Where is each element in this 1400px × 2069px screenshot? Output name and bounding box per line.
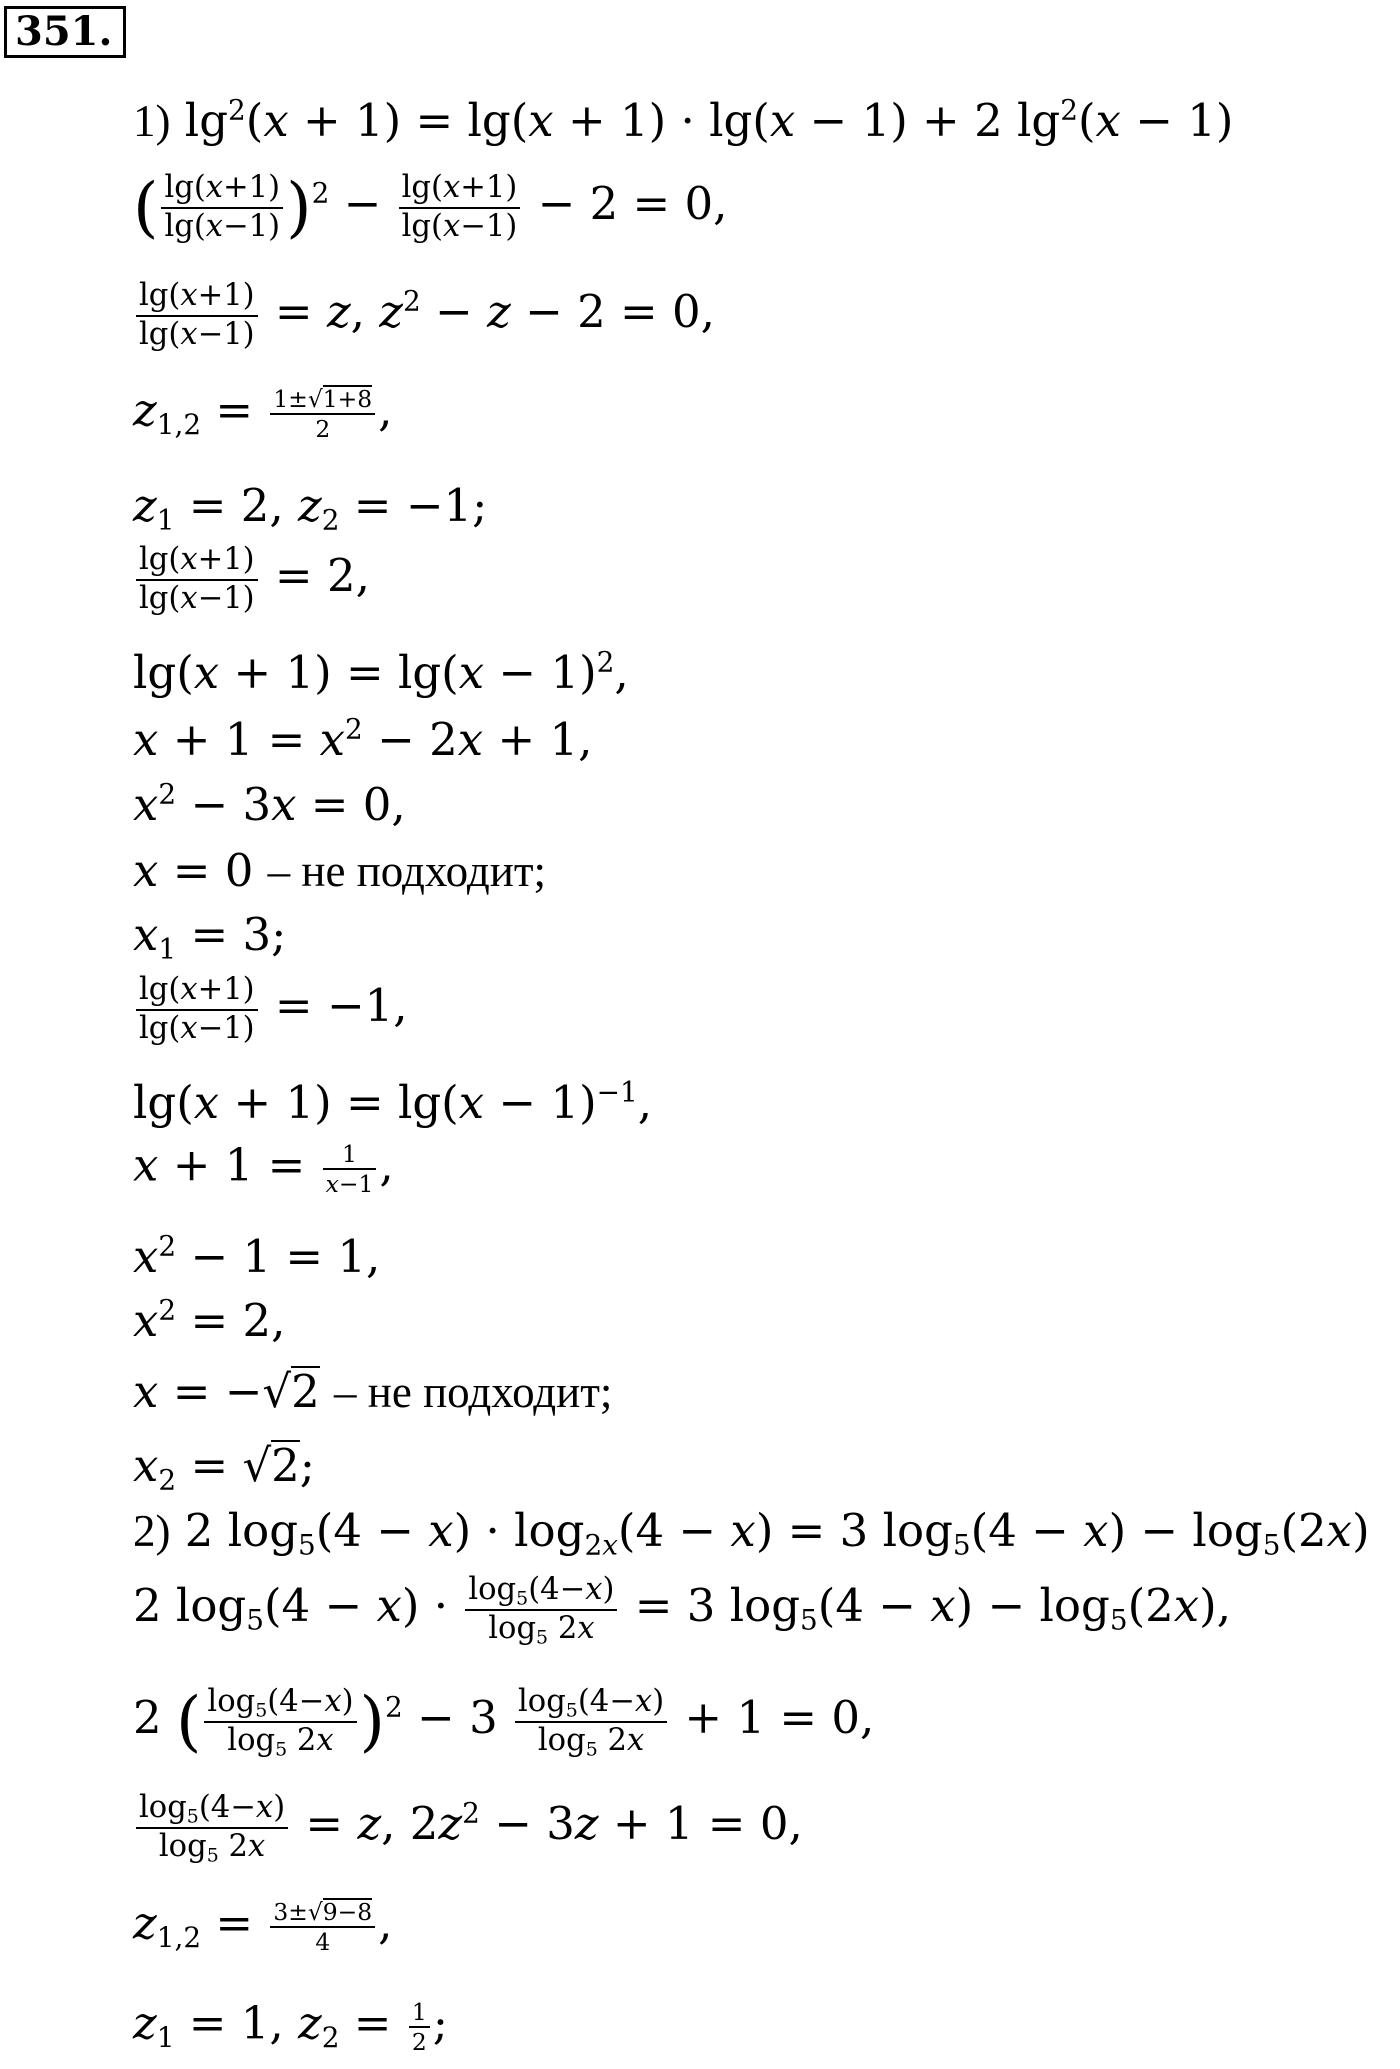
equation-line: x = −√2 – не подходит; (133, 1365, 613, 1418)
part-label: 1) (133, 96, 171, 146)
equation-line: 1) $\lg^2(x + 1) = \lg(x + 1) \cdot \lg(x - 1) + 2$ $\lg^2(x - 1)$ (133, 93, 1234, 147)
equation-line: x = 0 – не подходит; (133, 844, 547, 897)
equation-line: 2 $\log_5(4 - x)$ · $\frac{\log_5(4-x)}{\log_5 2x}$ = 3 $\log_5(4 - x) - \log_5(2x)$, (133, 1572, 1232, 1649)
equation-line: $\frac{\lg(x+1)}{\lg(x-1)}$ = 2, (133, 542, 370, 617)
equation-line: $x^2 - 1 = 1$, (133, 1229, 381, 1283)
equation-line: $x_2 = √2$; (133, 1439, 315, 1497)
equation-line: ( $\frac{\lg(x+1)}{\lg(x-1)}$ )$^2$ − $\frac{\lg(x+1)}{\lg(x-1)}$ − 2 = 0, (133, 169, 728, 246)
equation-line: $\lg(x + 1) = \lg(x - 1)^2$, (133, 645, 629, 699)
equation-line: 2) 2 $\log_5(4 - x) \cdot \log_{2x}(4 - x) = 3$ $\log_5(4 - x) - \log_5(2x)$ (133, 1504, 1370, 1562)
equation-line: $\lg(x + 1) = \lg(x - 1)^{-1}$, (133, 1075, 653, 1129)
equation-line: 2 ( $\frac{\log_5(4-x)}{\log_5 2x}$ )$^2$ − 3 $\frac{\log_5(4-x)}{\log_5 2x}$ + 1 = 0, (133, 1683, 875, 1761)
equation-line: x + 1 = $\frac{1}{x-1}$ , (133, 1138, 394, 1199)
equation-line: $\frac{\lg(x+1)}{\lg(x-1)}$ = z, $z^2 - z - 2 = 0$, (133, 278, 715, 353)
equation-line: $z_1 = 1$, $z_2$ = $\frac{1}{2}$ ; (133, 1996, 448, 2057)
equation-line: $x^2 = 2$, (133, 1293, 286, 1347)
equation-line: $z_{1,2}$ = $\frac{1\pm√1+8}{2}$ , (133, 383, 393, 444)
note-not-suitable: – не подходит; (334, 1367, 613, 1417)
equation-line: $\frac{\log_5(4-x)}{\log_5 2x}$ = z, $2z^2 - 3z + 1 = 0$, (133, 1790, 803, 1865)
problem-number: 351. (4, 6, 126, 58)
note-not-suitable: – не подходит; (267, 846, 547, 896)
equation-line: $x_1 = 3$; (133, 908, 287, 966)
equation-line: $\frac{\lg(x+1)}{\lg(x-1)}$ = −1, (133, 972, 408, 1047)
part-label: 2) (133, 1506, 171, 1556)
equation-line: $x + 1 = x^2 - 2x + 1$, (133, 712, 593, 766)
equation-line: $z_{1,2}$ = $\frac{3\pm√9-8}{4}$ , (133, 1896, 393, 1957)
equation-line: $x^2 - 3x = 0$, (133, 777, 406, 831)
equation-line: $z_1 = 2$, $z_2 = -1$; (133, 479, 488, 537)
